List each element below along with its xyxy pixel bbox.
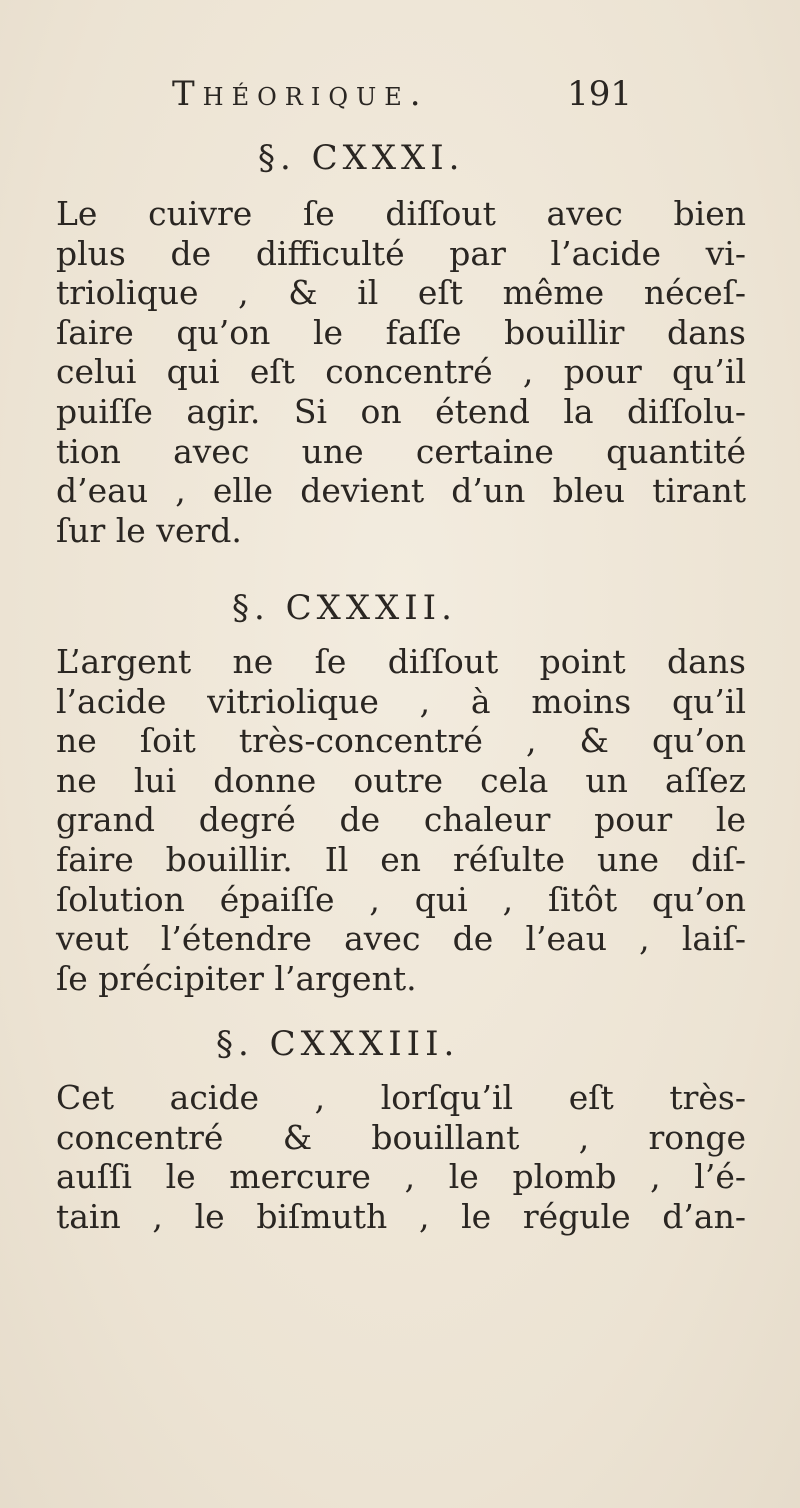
text-line: ſe précipiter l’argent. <box>56 958 417 998</box>
paragraph-cxxxiii <box>56 1078 746 1236</box>
text-line: ne lui donne outre cela un aſſez <box>56 760 746 800</box>
text-line: faire bouillir. Il en réſulte une diſ- <box>56 839 746 879</box>
section-heading-cxxxii: §. CXXXII. <box>232 588 457 628</box>
text-line: grand degré de chaleur pour le <box>56 800 746 840</box>
text-line: L’argent ne ſe diſſout point dans <box>56 642 746 681</box>
section-heading-cxxxiii: §. CXXXIII. <box>216 1024 460 1064</box>
text-line: Cet acide , lorſqu’il eſt très- <box>56 1078 746 1117</box>
paragraph-cxxxii <box>56 642 746 998</box>
text-line: concentré & bouillant , ronge <box>56 1117 746 1157</box>
text-line: celui qui eſt concentré , pour qu’il <box>56 352 746 392</box>
paragraph-cxxxi <box>56 194 746 550</box>
text-line: veut l’étendre avec de l’eau , laiſ- <box>56 919 746 959</box>
text-line: ſaire qu’on le faſſe bouillir dans <box>56 312 746 352</box>
text-line: ne ſoit très-concentré , & qu’on <box>56 721 746 761</box>
text-line: ſolution épaiſſe , qui , ſitôt qu’on <box>56 879 746 919</box>
text-line: auſſi le mercure , le plomb , l’é- <box>56 1157 746 1197</box>
text-line: l’acide vitriolique , à moins qu’il <box>56 681 746 721</box>
text-line: d’eau , elle devient d’un bleu tirant <box>56 471 746 511</box>
text-line: plus de difficulté par l’acide vi- <box>56 233 746 273</box>
text-line: Le cuivre ſe diſſout avec bien <box>56 194 746 233</box>
page-header <box>172 74 632 114</box>
text-line: puiſſe agir. Si on étend la diſſolu- <box>56 391 746 431</box>
text-line: tion avec une certaine quantité <box>56 431 746 471</box>
text-line: tain , le biſmuth , le régule d’an- <box>56 1196 746 1236</box>
text-line: ſur le verd. <box>56 510 242 550</box>
text-line: triolique , & il eſt même néceſ- <box>56 273 746 313</box>
page-number: 191 <box>567 74 632 114</box>
section-heading-cxxxi: §. CXXXI. <box>258 138 465 178</box>
running-title: Théorique. <box>172 74 429 114</box>
